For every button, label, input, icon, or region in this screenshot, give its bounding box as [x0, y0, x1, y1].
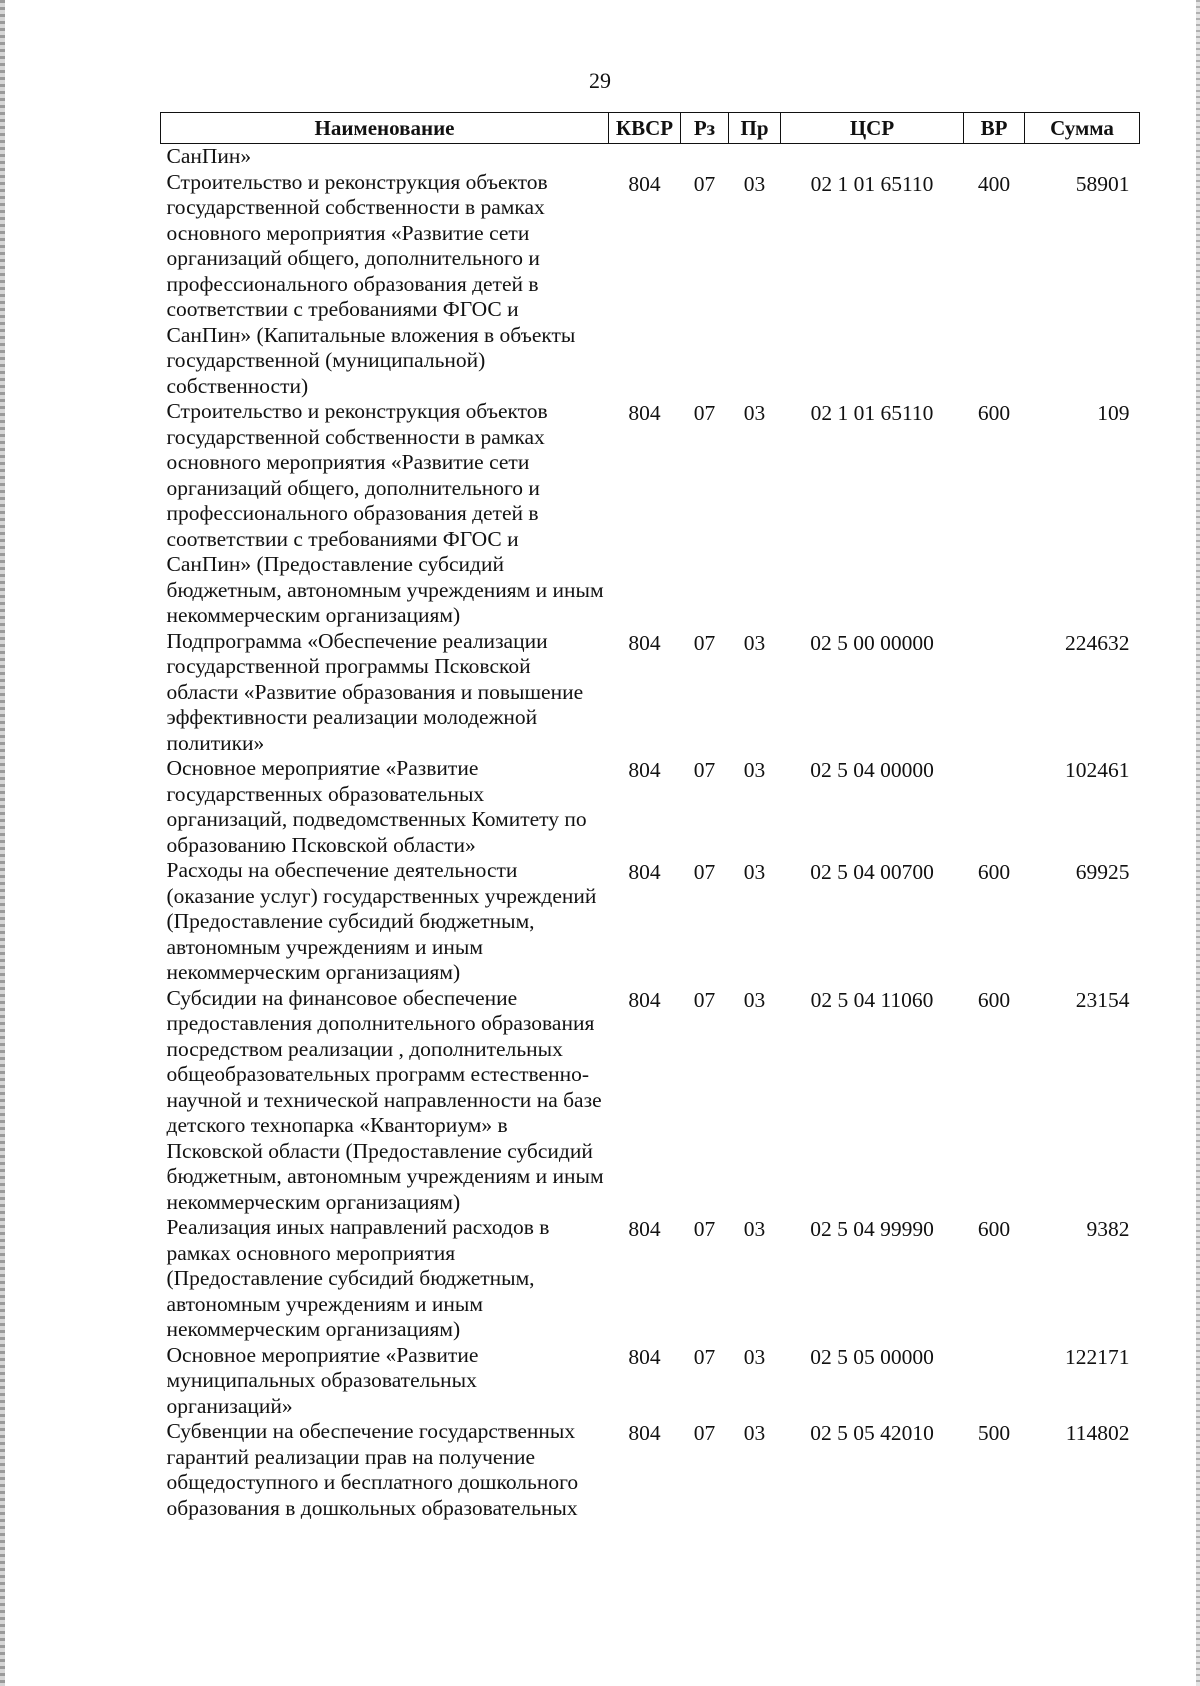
table-row — [161, 986, 1140, 1216]
row-pr — [729, 144, 781, 170]
row-csr: 02 5 04 99990 — [810, 1217, 934, 1241]
table-row — [161, 144, 1140, 170]
table-row — [161, 756, 1140, 858]
row-kvsr: 804 — [628, 758, 661, 782]
row-name: Подпрограмма «Обеспечение реализации государственной программы Псковской области «Развитие образования и повышение эффективности реализации молодежной политики» — [166, 628, 584, 755]
table-row — [161, 399, 1140, 629]
table-row — [161, 1419, 1140, 1521]
row-pr: 03 — [743, 1217, 766, 1241]
row-kvsr: 804 — [628, 987, 661, 1012]
row-kvsr: 804 — [628, 1217, 661, 1241]
row-sum: 9382 — [1086, 1217, 1130, 1241]
row-vr: 600 — [977, 860, 1011, 884]
row-csr: 02 1 01 65110 — [810, 401, 934, 425]
row-csr: 02 1 01 65110 — [810, 171, 934, 196]
row-rz: 07 — [693, 1421, 716, 1445]
row-pr: 03 — [743, 758, 766, 782]
row-csr: 02 5 05 42010 — [810, 1421, 934, 1445]
header-csr: ЦСР — [781, 113, 964, 144]
row-vr — [964, 1343, 1025, 1420]
row-vr — [964, 629, 1025, 757]
row-kvsr: 804 — [628, 860, 661, 884]
row-sum: 224632 — [1065, 630, 1130, 655]
row-name: Основное мероприятие «Развитие муниципальных образовательных организаций» — [166, 1342, 479, 1418]
header-rz: Рз — [681, 113, 729, 144]
table-row — [161, 629, 1140, 757]
table-row — [161, 858, 1140, 986]
row-csr: 02 5 04 00700 — [810, 860, 934, 884]
row-vr: 500 — [977, 1421, 1011, 1445]
row-sum: 122171 — [1065, 1344, 1130, 1369]
row-sum: 114802 — [1065, 1421, 1130, 1445]
row-sum: 102461 — [1065, 758, 1130, 782]
row-vr — [964, 144, 1025, 170]
table-row — [161, 1215, 1140, 1343]
row-rz — [681, 144, 729, 170]
row-kvsr: 804 — [628, 630, 661, 655]
row-name: Основное мероприятие «Развитие государственных образовательных организаций, подведомственных Комитету по образованию Псковской области» — [166, 756, 587, 857]
budget-table — [160, 112, 1140, 1521]
row-csr: 02 5 04 11060 — [810, 987, 934, 1012]
row-vr: 600 — [977, 1217, 1011, 1241]
row-pr: 03 — [743, 630, 766, 655]
row-pr: 03 — [743, 171, 766, 196]
row-pr: 03 — [743, 1421, 766, 1445]
row-vr: 600 — [977, 401, 1011, 425]
row-rz: 07 — [693, 1344, 716, 1369]
row-csr: 02 5 04 00000 — [810, 758, 934, 782]
header-kvsr: КВСР — [609, 113, 681, 144]
row-csr — [781, 144, 964, 170]
row-rz: 07 — [693, 758, 716, 782]
row-name: Строительство и реконструкция объектов государственной собственности в рамках основного мероприятия «Развитие сети организаций общего, дополнительного и профессионального образования детей в соответствии с требованиями ФГОС и СанПин» (Капитальные вложения в объекты государственной (муниципальной) собственности) — [166, 169, 576, 398]
row-rz: 07 — [693, 1217, 716, 1241]
row-kvsr: 804 — [628, 1344, 661, 1369]
row-kvsr: 804 — [628, 171, 661, 196]
row-kvsr: 804 — [628, 1421, 661, 1445]
row-sum: 58901 — [1075, 171, 1130, 196]
header-pr: Пр — [729, 113, 781, 144]
scan-edge-right — [1196, 0, 1200, 1686]
row-rz: 07 — [693, 630, 716, 655]
row-pr: 03 — [743, 987, 766, 1012]
row-name: Субсидии на финансовое обеспечение предоставления дополнительного образования посредством реализации , дополнительных общеобразовательных программ естественно-научной и технической направленности на базе детского технопарка «Кванториум» в Псковской области (Предоставление субсидий бюджетным, автономным учреждениям и иным некоммерческим организациям) — [166, 985, 604, 1214]
row-kvsr: 804 — [628, 401, 661, 425]
row-sum: 69925 — [1075, 860, 1130, 884]
row-name: СанПин» — [166, 144, 252, 168]
row-sum: 23154 — [1075, 987, 1130, 1012]
row-pr: 03 — [743, 860, 766, 884]
row-csr: 02 5 00 00000 — [810, 630, 934, 655]
page-number: 29 — [589, 68, 611, 93]
row-vr: 400 — [977, 171, 1011, 196]
row-csr: 02 5 05 00000 — [810, 1344, 934, 1369]
row-name: Реализация иных направлений расходов в рамках основного мероприятия (Предоставление субсидий бюджетным, автономным учреждениям и иным некоммерческим организациям) — [166, 1215, 550, 1341]
table-row — [161, 170, 1140, 400]
scan-edge-left — [0, 0, 5, 1686]
table-row — [161, 1343, 1140, 1420]
row-sum: 109 — [1097, 401, 1130, 425]
row-rz: 07 — [693, 401, 716, 425]
header-name: Наименование — [161, 113, 609, 144]
row-vr — [964, 756, 1025, 858]
row-name: Строительство и реконструкция объектов государственной собственности в рамках основного мероприятия «Развитие сети организаций общего, дополнительного и профессионального образования детей в соответствии с требованиями ФГОС и СанПин» (Предоставление субсидий бюджетным, автономным учреждениям и иным некоммерческим организациям) — [166, 399, 604, 627]
row-vr: 600 — [977, 987, 1011, 1012]
row-name: Субвенции на обеспечение государственных гарантий реализации прав на получение общедоступного и бесплатного дошкольного образования в дошкольных образовательных — [166, 1419, 579, 1520]
table-header-row — [161, 113, 1140, 144]
row-pr: 03 — [743, 401, 766, 425]
header-sum: Сумма — [1025, 113, 1140, 144]
row-name: Расходы на обеспечение деятельности (оказание услуг) государственных учреждений (Предоставление субсидий бюджетным, автономным учреждениям и иным некоммерческим организациям) — [166, 858, 597, 984]
row-rz: 07 — [693, 860, 716, 884]
row-pr: 03 — [743, 1344, 766, 1369]
row-rz: 07 — [693, 171, 716, 196]
row-rz: 07 — [693, 987, 716, 1012]
header-vr: ВР — [964, 113, 1025, 144]
row-kvsr — [609, 144, 681, 170]
row-sum — [1025, 144, 1140, 170]
